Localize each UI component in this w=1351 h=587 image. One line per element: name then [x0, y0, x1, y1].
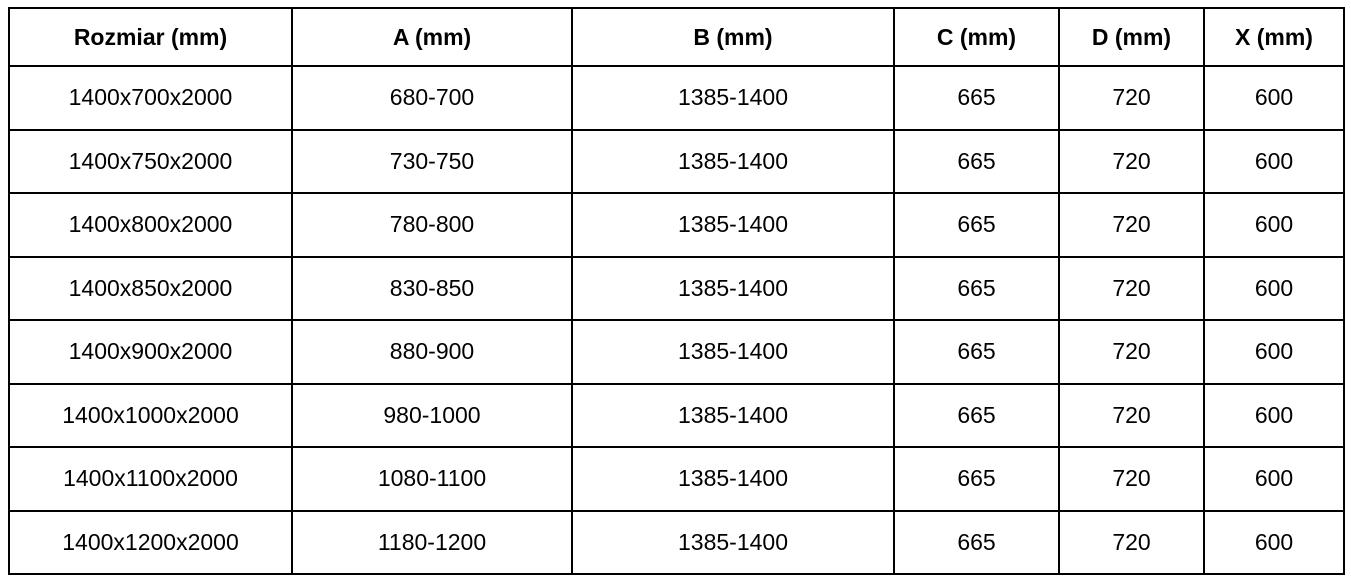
table-cell: 680-700 — [292, 66, 572, 130]
table-cell: 720 — [1059, 511, 1204, 575]
table-cell: 1400x1200x2000 — [9, 511, 292, 575]
table-cell: 600 — [1204, 320, 1344, 384]
table-row — [9, 447, 1344, 511]
table-row — [9, 511, 1344, 575]
table-cell: 720 — [1059, 193, 1204, 257]
table-row — [9, 130, 1344, 194]
table-cell: 830-850 — [292, 257, 572, 321]
table-cell: 600 — [1204, 511, 1344, 575]
column-header: B (mm) — [572, 8, 894, 66]
table-row — [9, 384, 1344, 448]
column-header: A (mm) — [292, 8, 572, 66]
table-cell: 720 — [1059, 384, 1204, 448]
table-cell: 720 — [1059, 320, 1204, 384]
table-cell: 1400x900x2000 — [9, 320, 292, 384]
table-cell: 1385-1400 — [572, 447, 894, 511]
table-cell: 980-1000 — [292, 384, 572, 448]
column-header: D (mm) — [1059, 8, 1204, 66]
table-cell: 730-750 — [292, 130, 572, 194]
table-cell: 720 — [1059, 447, 1204, 511]
table-cell: 600 — [1204, 384, 1344, 448]
table-cell: 1385-1400 — [572, 384, 894, 448]
table-cell: 665 — [894, 384, 1059, 448]
table-row — [9, 320, 1344, 384]
table-cell: 600 — [1204, 130, 1344, 194]
table-cell: 665 — [894, 447, 1059, 511]
table-cell: 880-900 — [292, 320, 572, 384]
table-cell: 1180-1200 — [292, 511, 572, 575]
table-cell: 600 — [1204, 447, 1344, 511]
table-cell: 1400x800x2000 — [9, 193, 292, 257]
table-cell: 720 — [1059, 257, 1204, 321]
table-cell: 600 — [1204, 193, 1344, 257]
table-row — [9, 193, 1344, 257]
table-cell: 665 — [894, 130, 1059, 194]
table-cell: 1385-1400 — [572, 66, 894, 130]
table-cell: 665 — [894, 66, 1059, 130]
table-cell: 1385-1400 — [572, 130, 894, 194]
table-cell: 665 — [894, 320, 1059, 384]
table-row — [9, 257, 1344, 321]
table-cell: 720 — [1059, 66, 1204, 130]
table-cell: 1400x1000x2000 — [9, 384, 292, 448]
table-body — [9, 66, 1344, 574]
table-cell: 665 — [894, 257, 1059, 321]
column-header: Rozmiar (mm) — [9, 8, 292, 66]
table-cell: 1400x700x2000 — [9, 66, 292, 130]
table-cell: 600 — [1204, 257, 1344, 321]
size-table — [8, 7, 1345, 575]
table-cell: 1080-1100 — [292, 447, 572, 511]
table-cell: 1385-1400 — [572, 257, 894, 321]
table-cell: 1400x1100x2000 — [9, 447, 292, 511]
table-cell: 1400x750x2000 — [9, 130, 292, 194]
column-header: C (mm) — [894, 8, 1059, 66]
table-cell: 1400x850x2000 — [9, 257, 292, 321]
header-row — [9, 8, 1344, 66]
table-cell: 665 — [894, 511, 1059, 575]
table-cell: 1385-1400 — [572, 320, 894, 384]
table-cell: 600 — [1204, 66, 1344, 130]
table-cell: 780-800 — [292, 193, 572, 257]
column-header: X (mm) — [1204, 8, 1344, 66]
table-cell: 665 — [894, 193, 1059, 257]
table-cell: 1385-1400 — [572, 511, 894, 575]
table-cell: 1385-1400 — [572, 193, 894, 257]
table-cell: 720 — [1059, 130, 1204, 194]
table-row — [9, 66, 1344, 130]
